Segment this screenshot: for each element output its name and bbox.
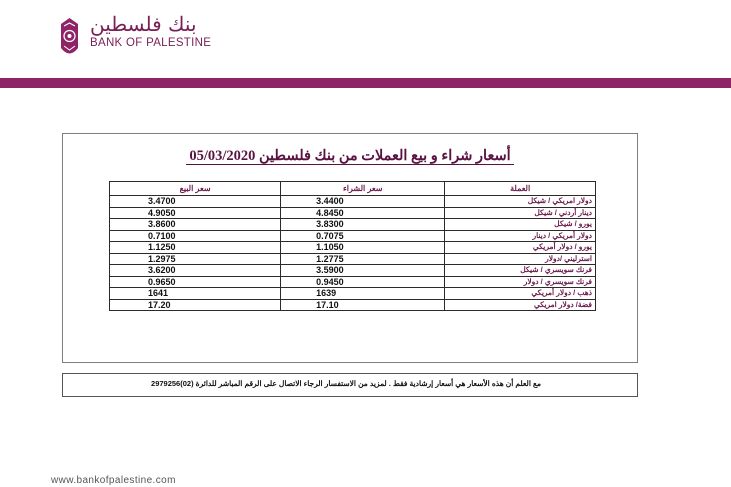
bank-name-arabic: بنك فلسطين <box>90 12 197 36</box>
currency-pair: دينار أردني / شيكل <box>445 207 596 219</box>
table-row <box>110 253 596 265</box>
currency-pair: فرنك سويسري / شيكل <box>445 265 596 277</box>
currency-pair: دولار أمريكي / دينار <box>445 230 596 242</box>
table-row <box>110 299 596 311</box>
disclaimer-text: مع العلم أن هذه الأسعار هي أسعار إرشادية فقط . لمزيد من الاستفسار الرجاء الاتصال على الرقم المباشر للدائرة (02)2979256 <box>151 379 541 388</box>
website-link[interactable]: www.bankofpalestine.com <box>51 475 176 486</box>
header-sell: سعر البيع <box>110 182 281 196</box>
sell-rate: 3.4700 <box>110 196 281 208</box>
sell-rate: 3.8600 <box>110 219 281 231</box>
rates-table <box>109 181 596 311</box>
sell-rate: 1.1250 <box>110 242 281 254</box>
currency-pair: استرليني /دولار <box>445 253 596 265</box>
sell-rate: 0.9650 <box>110 276 281 288</box>
table-row <box>110 242 596 254</box>
buy-rate: 3.4400 <box>281 196 445 208</box>
buy-rate: 4.8450 <box>281 207 445 219</box>
sell-rate: 0.7100 <box>110 230 281 242</box>
header-buy: سعر الشراء <box>281 182 445 196</box>
table-row <box>110 276 596 288</box>
title-text: أسعار شراء و بيع العملات من بنك فلسطين 05/03/2020 <box>186 148 513 165</box>
currency-pair: ذهب / دولار أمريكي <box>445 288 596 300</box>
buy-rate: 0.7075 <box>281 230 445 242</box>
bank-logo <box>60 17 79 59</box>
buy-rate: 3.5900 <box>281 265 445 277</box>
brand-band <box>0 78 731 88</box>
table-row <box>110 196 596 208</box>
bank-name-english: BANK OF PALESTINE <box>90 37 212 49</box>
currency-pair: يورو / شيكل <box>445 219 596 231</box>
currency-pair: دولار امريكي / شيكل <box>445 196 596 208</box>
rates-panel <box>62 133 638 363</box>
buy-rate: 1.1050 <box>281 242 445 254</box>
table-row <box>110 207 596 219</box>
sell-rate: 17.20 <box>110 299 281 311</box>
table-row <box>110 230 596 242</box>
page-title <box>63 148 637 165</box>
currency-pair: فرنك سويسري / دولار <box>445 276 596 288</box>
buy-rate: 17.10 <box>281 299 445 311</box>
buy-rate: 3.8300 <box>281 219 445 231</box>
header-currency: العملة <box>445 182 596 196</box>
currency-pair: يورو / دولار أمريكي <box>445 242 596 254</box>
currency-pair: فضة/ دولار امريكي <box>445 299 596 311</box>
table-header-row <box>110 182 596 196</box>
buy-rate: 0.9450 <box>281 276 445 288</box>
table-row <box>110 265 596 277</box>
sell-rate: 4.9050 <box>110 207 281 219</box>
sell-rate: 3.6200 <box>110 265 281 277</box>
sell-rate: 1641 <box>110 288 281 300</box>
buy-rate: 1.2775 <box>281 253 445 265</box>
sell-rate: 1.2975 <box>110 253 281 265</box>
table-row <box>110 219 596 231</box>
table-row <box>110 288 596 300</box>
disclaimer-box <box>62 373 638 397</box>
buy-rate: 1639 <box>281 288 445 300</box>
